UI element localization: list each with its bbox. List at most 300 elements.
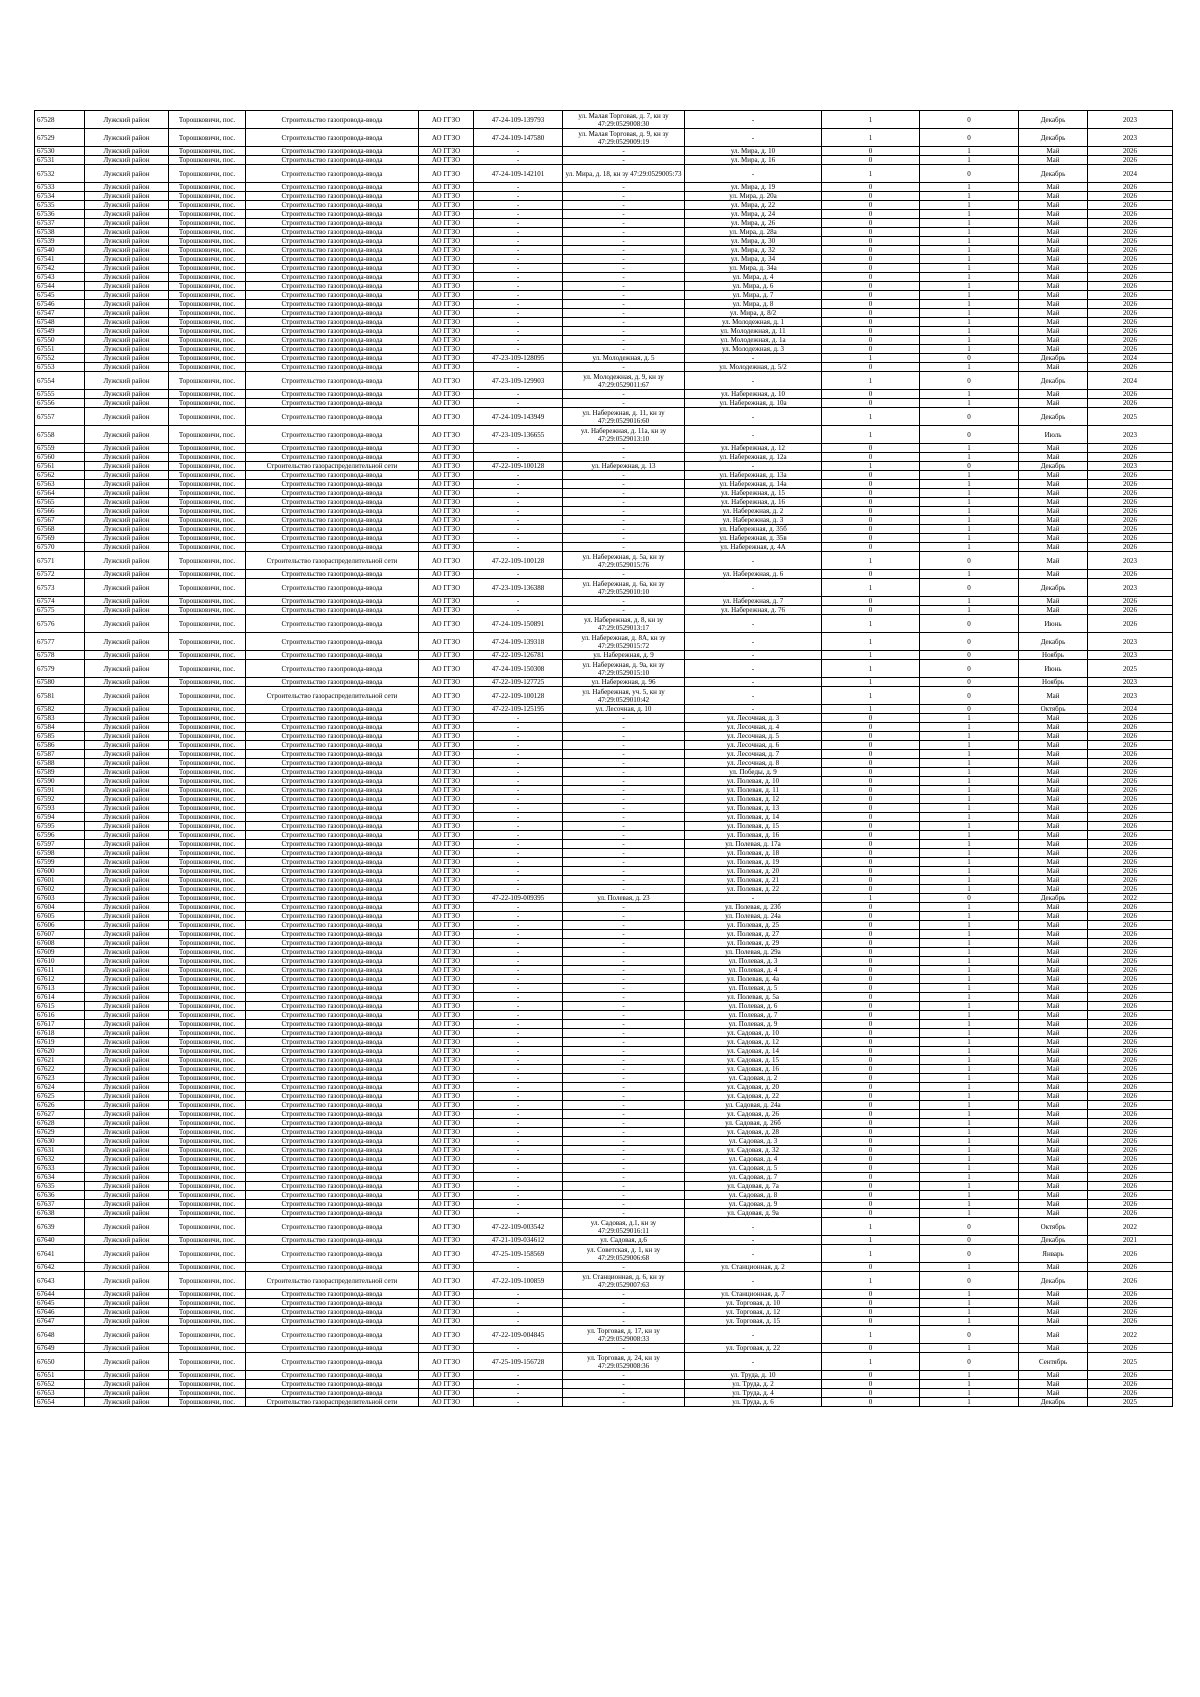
cell-organization: АО ГГЗО bbox=[419, 147, 474, 156]
cell-district: Лужский район bbox=[85, 1344, 169, 1353]
cell-planned-address: ул. Мира, д. 34 bbox=[685, 255, 822, 264]
cell-count-b: 1 bbox=[920, 1200, 1019, 1209]
cell-count-b: 0 bbox=[920, 426, 1019, 444]
cell-count-b: 1 bbox=[920, 192, 1019, 201]
cell-settlement: Торошковичи, пос. bbox=[169, 345, 246, 354]
cell-count-b: 1 bbox=[920, 1155, 1019, 1164]
cell-month: Май bbox=[1019, 1092, 1088, 1101]
cell-month: Май bbox=[1019, 948, 1088, 957]
cell-month: Май bbox=[1019, 750, 1088, 759]
cell-organization: АО ГГЗО bbox=[419, 1029, 474, 1038]
cell-contract-number: - bbox=[474, 1119, 563, 1128]
table-row bbox=[35, 678, 1173, 687]
cell-row-number: 67590 bbox=[35, 777, 85, 786]
cell-contract-number: - bbox=[474, 903, 563, 912]
cell-year: 2026 bbox=[1088, 1137, 1173, 1146]
cell-contract-number: - bbox=[474, 840, 563, 849]
cell-planned-address: ул. Мира, д. 16 bbox=[685, 156, 822, 165]
cell-contract-number: - bbox=[474, 1191, 563, 1200]
cell-organization: АО ГГЗО bbox=[419, 201, 474, 210]
cell-month: Май bbox=[1019, 1191, 1088, 1200]
cell-settlement: Торошковичи, пос. bbox=[169, 462, 246, 471]
cell-month: Май bbox=[1019, 723, 1088, 732]
cell-count-b: 1 bbox=[920, 1083, 1019, 1092]
cell-object-address: - bbox=[563, 768, 685, 777]
cell-row-number: 67639 bbox=[35, 1218, 85, 1236]
cell-district: Лужский район bbox=[85, 1011, 169, 1020]
cell-contract-number: - bbox=[474, 219, 563, 228]
cell-district: Лужский район bbox=[85, 156, 169, 165]
cell-year: 2023 bbox=[1088, 579, 1173, 597]
cell-object-address: - bbox=[563, 1155, 685, 1164]
cell-planned-address: ул. Торговая, д. 15 bbox=[685, 1317, 822, 1326]
cell-row-number: 67613 bbox=[35, 984, 85, 993]
cell-settlement: Торошковичи, пос. bbox=[169, 183, 246, 192]
cell-object-address: - bbox=[563, 714, 685, 723]
table-row bbox=[35, 309, 1173, 318]
cell-count-a: 0 bbox=[822, 714, 920, 723]
cell-count-b: 1 bbox=[920, 750, 1019, 759]
cell-district: Лужский район bbox=[85, 1380, 169, 1389]
cell-row-number: 67610 bbox=[35, 957, 85, 966]
cell-work-type: Строительство газопровода-ввода bbox=[246, 831, 419, 840]
cell-month: Май bbox=[1019, 1173, 1088, 1182]
cell-year: 2025 bbox=[1088, 1353, 1173, 1371]
cell-year: 2026 bbox=[1088, 471, 1173, 480]
cell-settlement: Торошковичи, пос. bbox=[169, 957, 246, 966]
cell-organization: АО ГГЗО bbox=[419, 498, 474, 507]
cell-row-number: 67592 bbox=[35, 795, 85, 804]
cell-contract-number: - bbox=[474, 1398, 563, 1407]
cell-district: Лужский район bbox=[85, 723, 169, 732]
cell-organization: АО ГГЗО bbox=[419, 903, 474, 912]
cell-planned-address: ул. Садовая, д. 4 bbox=[685, 1155, 822, 1164]
cell-count-a: 0 bbox=[822, 525, 920, 534]
cell-work-type: Строительство газопровода-ввода bbox=[246, 399, 419, 408]
cell-month: Май bbox=[1019, 1110, 1088, 1119]
table-row bbox=[35, 426, 1173, 444]
cell-planned-address: - bbox=[685, 1218, 822, 1236]
cell-contract-number: - bbox=[474, 1065, 563, 1074]
cell-planned-address: ул. Труда, д. 6 bbox=[685, 1398, 822, 1407]
cell-district: Лужский район bbox=[85, 804, 169, 813]
cell-row-number: 67537 bbox=[35, 219, 85, 228]
cell-object-address: - bbox=[563, 1047, 685, 1056]
cell-month: Декабрь bbox=[1019, 372, 1088, 390]
cell-row-number: 67583 bbox=[35, 714, 85, 723]
cell-settlement: Торошковичи, пос. bbox=[169, 1164, 246, 1173]
cell-month: Май bbox=[1019, 282, 1088, 291]
cell-work-type: Строительство газопровода-ввода bbox=[246, 1056, 419, 1065]
cell-settlement: Торошковичи, пос. bbox=[169, 966, 246, 975]
cell-row-number: 67635 bbox=[35, 1182, 85, 1191]
cell-settlement: Торошковичи, пос. bbox=[169, 831, 246, 840]
cell-contract-number: - bbox=[474, 975, 563, 984]
cell-work-type: Строительство газопровода-ввода bbox=[246, 1002, 419, 1011]
cell-district: Лужский район bbox=[85, 129, 169, 147]
cell-settlement: Торошковичи, пос. bbox=[169, 246, 246, 255]
cell-settlement: Торошковичи, пос. bbox=[169, 309, 246, 318]
cell-row-number: 67608 bbox=[35, 939, 85, 948]
cell-object-address: - bbox=[563, 885, 685, 894]
cell-contract-number: - bbox=[474, 1146, 563, 1155]
cell-settlement: Торошковичи, пос. bbox=[169, 984, 246, 993]
cell-contract-number: - bbox=[474, 480, 563, 489]
cell-district: Лужский район bbox=[85, 372, 169, 390]
cell-planned-address: - bbox=[685, 354, 822, 363]
cell-year: 2026 bbox=[1088, 210, 1173, 219]
cell-year: 2021 bbox=[1088, 1236, 1173, 1245]
cell-district: Лужский район bbox=[85, 1083, 169, 1092]
cell-month: Май bbox=[1019, 192, 1088, 201]
cell-work-type: Строительство газопровода-ввода bbox=[246, 786, 419, 795]
cell-contract-number: - bbox=[474, 1200, 563, 1209]
cell-row-number: 67540 bbox=[35, 246, 85, 255]
table-row bbox=[35, 1353, 1173, 1371]
cell-work-type: Строительство газопровода-ввода bbox=[246, 210, 419, 219]
table-row bbox=[35, 291, 1173, 300]
cell-count-a: 1 bbox=[822, 615, 920, 633]
cell-work-type: Строительство газопровода-ввода bbox=[246, 858, 419, 867]
cell-planned-address: ул. Мира, д. 4 bbox=[685, 273, 822, 282]
cell-work-type: Строительство газопровода-ввода bbox=[246, 1146, 419, 1155]
cell-district: Лужский район bbox=[85, 867, 169, 876]
cell-year: 2026 bbox=[1088, 444, 1173, 453]
cell-row-number: 67579 bbox=[35, 660, 85, 678]
cell-organization: АО ГГЗО bbox=[419, 1056, 474, 1065]
table-row bbox=[35, 1173, 1173, 1182]
cell-organization: АО ГГЗО bbox=[419, 678, 474, 687]
cell-count-b: 0 bbox=[920, 552, 1019, 570]
cell-work-type: Строительство газопровода-ввода bbox=[246, 543, 419, 552]
cell-row-number: 67623 bbox=[35, 1074, 85, 1083]
cell-settlement: Торошковичи, пос. bbox=[169, 912, 246, 921]
cell-object-address: - bbox=[563, 750, 685, 759]
cell-settlement: Торошковичи, пос. bbox=[169, 1272, 246, 1290]
cell-year: 2023 bbox=[1088, 678, 1173, 687]
cell-count-a: 0 bbox=[822, 210, 920, 219]
cell-count-b: 1 bbox=[920, 597, 1019, 606]
cell-work-type: Строительство газопровода-ввода bbox=[246, 309, 419, 318]
cell-month: Май bbox=[1019, 255, 1088, 264]
cell-planned-address: ул. Набережная, д. 14а bbox=[685, 480, 822, 489]
cell-year: 2026 bbox=[1088, 1155, 1173, 1164]
cell-object-address: - bbox=[563, 876, 685, 885]
table-row bbox=[35, 1083, 1173, 1092]
cell-month: Май bbox=[1019, 1182, 1088, 1191]
cell-count-a: 0 bbox=[822, 309, 920, 318]
cell-count-b: 0 bbox=[920, 165, 1019, 183]
cell-count-b: 1 bbox=[920, 777, 1019, 786]
cell-organization: АО ГГЗО bbox=[419, 975, 474, 984]
cell-year: 2026 bbox=[1088, 543, 1173, 552]
cell-contract-number: - bbox=[474, 984, 563, 993]
cell-district: Лужский район bbox=[85, 480, 169, 489]
cell-work-type: Строительство газопровода-ввода bbox=[246, 1209, 419, 1218]
cell-contract-number: - bbox=[474, 930, 563, 939]
cell-row-number: 67575 bbox=[35, 606, 85, 615]
cell-object-address: - bbox=[563, 453, 685, 462]
cell-count-b: 1 bbox=[920, 930, 1019, 939]
cell-organization: АО ГГЗО bbox=[419, 1398, 474, 1407]
table-row bbox=[35, 318, 1173, 327]
cell-year: 2023 bbox=[1088, 633, 1173, 651]
cell-district: Лужский район bbox=[85, 363, 169, 372]
cell-row-number: 67569 bbox=[35, 534, 85, 543]
cell-planned-address: ул. Полевая, д. 6 bbox=[685, 1002, 822, 1011]
cell-month: Май bbox=[1019, 1029, 1088, 1038]
cell-contract-number: - bbox=[474, 606, 563, 615]
cell-settlement: Торошковичи, пос. bbox=[169, 687, 246, 705]
cell-count-a: 0 bbox=[822, 750, 920, 759]
table-row bbox=[35, 237, 1173, 246]
table-row bbox=[35, 156, 1173, 165]
cell-organization: АО ГГЗО bbox=[419, 1011, 474, 1020]
cell-settlement: Торошковичи, пос. bbox=[169, 1398, 246, 1407]
cell-month: Май bbox=[1019, 714, 1088, 723]
cell-year: 2026 bbox=[1088, 597, 1173, 606]
cell-work-type: Строительство газопровода-ввода bbox=[246, 183, 419, 192]
cell-year: 2026 bbox=[1088, 1056, 1173, 1065]
cell-row-number: 67541 bbox=[35, 255, 85, 264]
cell-organization: АО ГГЗО bbox=[419, 705, 474, 714]
cell-count-a: 0 bbox=[822, 282, 920, 291]
table-row bbox=[35, 750, 1173, 759]
cell-count-a: 0 bbox=[822, 480, 920, 489]
cell-district: Лужский район bbox=[85, 876, 169, 885]
cell-settlement: Торошковичи, пос. bbox=[169, 786, 246, 795]
cell-object-address: - bbox=[563, 1020, 685, 1029]
cell-settlement: Торошковичи, пос. bbox=[169, 1380, 246, 1389]
cell-contract-number: - bbox=[474, 1380, 563, 1389]
cell-work-type: Строительство газопровода-ввода bbox=[246, 372, 419, 390]
cell-contract-number: - bbox=[474, 534, 563, 543]
cell-district: Лужский район bbox=[85, 246, 169, 255]
cell-planned-address: ул. Лесочная, д. 8 bbox=[685, 759, 822, 768]
cell-organization: АО ГГЗО bbox=[419, 1245, 474, 1263]
cell-planned-address: ул. Полевая, д. 24а bbox=[685, 912, 822, 921]
cell-year: 2026 bbox=[1088, 1173, 1173, 1182]
cell-organization: АО ГГЗО bbox=[419, 813, 474, 822]
cell-contract-number: - bbox=[474, 1011, 563, 1020]
cell-year: 2026 bbox=[1088, 813, 1173, 822]
cell-row-number: 67611 bbox=[35, 966, 85, 975]
cell-year: 2026 bbox=[1088, 885, 1173, 894]
table-row bbox=[35, 633, 1173, 651]
cell-count-a: 0 bbox=[822, 903, 920, 912]
cell-object-address: - bbox=[563, 975, 685, 984]
cell-year: 2026 bbox=[1088, 1020, 1173, 1029]
table-row bbox=[35, 498, 1173, 507]
cell-contract-number: - bbox=[474, 525, 563, 534]
cell-organization: АО ГГЗО bbox=[419, 471, 474, 480]
cell-district: Лужский район bbox=[85, 1146, 169, 1155]
cell-row-number: 67642 bbox=[35, 1263, 85, 1272]
cell-settlement: Торошковичи, пос. bbox=[169, 1056, 246, 1065]
table-row bbox=[35, 471, 1173, 480]
table-row bbox=[35, 1110, 1173, 1119]
cell-year: 2026 bbox=[1088, 966, 1173, 975]
cell-district: Лужский район bbox=[85, 1173, 169, 1182]
cell-contract-number: - bbox=[474, 1083, 563, 1092]
cell-month: Май bbox=[1019, 1326, 1088, 1344]
cell-district: Лужский район bbox=[85, 462, 169, 471]
cell-object-address: - bbox=[563, 1011, 685, 1020]
cell-count-b: 1 bbox=[920, 1056, 1019, 1065]
cell-planned-address: - bbox=[685, 660, 822, 678]
cell-row-number: 67560 bbox=[35, 453, 85, 462]
cell-organization: АО ГГЗО bbox=[419, 408, 474, 426]
cell-work-type: Строительство газопровода-ввода bbox=[246, 489, 419, 498]
cell-month: Май bbox=[1019, 1047, 1088, 1056]
cell-row-number: 67617 bbox=[35, 1020, 85, 1029]
cell-month: Май bbox=[1019, 876, 1088, 885]
cell-work-type: Строительство газопровода-ввода bbox=[246, 147, 419, 156]
cell-row-number: 67591 bbox=[35, 786, 85, 795]
cell-month: Декабрь bbox=[1019, 1272, 1088, 1290]
cell-contract-number: - bbox=[474, 732, 563, 741]
cell-settlement: Торошковичи, пос. bbox=[169, 471, 246, 480]
cell-settlement: Торошковичи, пос. bbox=[169, 1191, 246, 1200]
cell-contract-number: - bbox=[474, 822, 563, 831]
table-row bbox=[35, 1011, 1173, 1020]
cell-organization: АО ГГЗО bbox=[419, 750, 474, 759]
cell-settlement: Торошковичи, пос. bbox=[169, 156, 246, 165]
cell-work-type: Строительство газопровода-ввода bbox=[246, 1092, 419, 1101]
cell-object-address: - bbox=[563, 1128, 685, 1137]
cell-count-a: 0 bbox=[822, 876, 920, 885]
cell-settlement: Торошковичи, пос. bbox=[169, 498, 246, 507]
cell-planned-address: - bbox=[685, 426, 822, 444]
cell-row-number: 67632 bbox=[35, 1155, 85, 1164]
cell-month: Май bbox=[1019, 453, 1088, 462]
cell-object-address: - bbox=[563, 327, 685, 336]
cell-district: Лужский район bbox=[85, 705, 169, 714]
cell-count-a: 0 bbox=[822, 1164, 920, 1173]
cell-month: Май bbox=[1019, 471, 1088, 480]
cell-district: Лужский район bbox=[85, 1308, 169, 1317]
cell-organization: АО ГГЗО bbox=[419, 1038, 474, 1047]
table-row bbox=[35, 1182, 1173, 1191]
cell-planned-address: - bbox=[685, 372, 822, 390]
cell-work-type: Строительство газопровода-ввода bbox=[246, 750, 419, 759]
cell-planned-address: ул. Набережная, д. 4А bbox=[685, 543, 822, 552]
cell-object-address: - bbox=[563, 813, 685, 822]
cell-settlement: Торошковичи, пос. bbox=[169, 939, 246, 948]
cell-count-a: 0 bbox=[822, 768, 920, 777]
cell-count-b: 1 bbox=[920, 1029, 1019, 1038]
cell-object-address: - bbox=[563, 273, 685, 282]
table-row bbox=[35, 1164, 1173, 1173]
cell-settlement: Торошковичи, пос. bbox=[169, 192, 246, 201]
cell-row-number: 67577 bbox=[35, 633, 85, 651]
cell-count-a: 0 bbox=[822, 1263, 920, 1272]
cell-planned-address: - bbox=[685, 894, 822, 903]
cell-year: 2026 bbox=[1088, 840, 1173, 849]
cell-work-type: Строительство газопровода-ввода bbox=[246, 1164, 419, 1173]
cell-work-type: Строительство газопровода-ввода bbox=[246, 849, 419, 858]
cell-year: 2026 bbox=[1088, 777, 1173, 786]
cell-row-number: 67596 bbox=[35, 831, 85, 840]
cell-settlement: Торошковичи, пос. bbox=[169, 1200, 246, 1209]
cell-row-number: 67650 bbox=[35, 1353, 85, 1371]
cell-count-a: 1 bbox=[822, 354, 920, 363]
cell-work-type: Строительство газопровода-ввода bbox=[246, 993, 419, 1002]
cell-planned-address: ул. Полевая, д. 3 bbox=[685, 957, 822, 966]
cell-object-address: - bbox=[563, 606, 685, 615]
cell-row-number: 67631 bbox=[35, 1146, 85, 1155]
cell-work-type: Строительство газопровода-ввода bbox=[246, 1389, 419, 1398]
cell-row-number: 67538 bbox=[35, 228, 85, 237]
cell-count-a: 0 bbox=[822, 993, 920, 1002]
cell-object-address: - bbox=[563, 867, 685, 876]
cell-organization: АО ГГЗО bbox=[419, 921, 474, 930]
cell-object-address: - bbox=[563, 183, 685, 192]
cell-object-address: - bbox=[563, 1002, 685, 1011]
cell-work-type: Строительство газопровода-ввода bbox=[246, 1110, 419, 1119]
cell-work-type: Строительство газопровода-ввода bbox=[246, 813, 419, 822]
table-row bbox=[35, 372, 1173, 390]
cell-planned-address: ул. Садовая, д. 24а bbox=[685, 1101, 822, 1110]
cell-district: Лужский район bbox=[85, 1290, 169, 1299]
cell-row-number: 67529 bbox=[35, 129, 85, 147]
cell-organization: АО ГГЗО bbox=[419, 309, 474, 318]
cell-month: Ноябрь bbox=[1019, 678, 1088, 687]
cell-object-address: ул. Торговая, д. 24, кн зу 47:29:0529008:36 bbox=[563, 1353, 685, 1371]
cell-object-address: - bbox=[563, 471, 685, 480]
cell-count-b: 1 bbox=[920, 867, 1019, 876]
cell-count-b: 1 bbox=[920, 1092, 1019, 1101]
cell-contract-number: - bbox=[474, 948, 563, 957]
cell-row-number: 67544 bbox=[35, 282, 85, 291]
cell-organization: АО ГГЗО bbox=[419, 1191, 474, 1200]
cell-count-a: 1 bbox=[822, 678, 920, 687]
cell-organization: АО ГГЗО bbox=[419, 894, 474, 903]
cell-planned-address: ул. Лесочная, д. 3 bbox=[685, 714, 822, 723]
cell-count-b: 1 bbox=[920, 525, 1019, 534]
cell-district: Лужский район bbox=[85, 1128, 169, 1137]
cell-organization: АО ГГЗО bbox=[419, 1047, 474, 1056]
cell-district: Лужский район bbox=[85, 921, 169, 930]
cell-month: Май bbox=[1019, 1083, 1088, 1092]
cell-district: Лужский район bbox=[85, 489, 169, 498]
cell-count-b: 0 bbox=[920, 615, 1019, 633]
cell-count-a: 0 bbox=[822, 930, 920, 939]
cell-object-address: - bbox=[563, 1299, 685, 1308]
cell-district: Лужский район bbox=[85, 678, 169, 687]
cell-settlement: Торошковичи, пос. bbox=[169, 327, 246, 336]
cell-object-address: ул. Станционная, д. 6, кн зу 47:29:0529007:63 bbox=[563, 1272, 685, 1290]
cell-planned-address: ул. Садовая, д. 15 bbox=[685, 1056, 822, 1065]
cell-district: Лужский район bbox=[85, 1389, 169, 1398]
cell-work-type: Строительство газопровода-ввода bbox=[246, 165, 419, 183]
cell-month: Май bbox=[1019, 930, 1088, 939]
cell-organization: АО ГГЗО bbox=[419, 1299, 474, 1308]
cell-count-b: 1 bbox=[920, 300, 1019, 309]
cell-month: Май bbox=[1019, 858, 1088, 867]
cell-settlement: Торошковичи, пос. bbox=[169, 516, 246, 525]
cell-contract-number: 47-22-109-127725 bbox=[474, 678, 563, 687]
cell-district: Лужский район bbox=[85, 1119, 169, 1128]
cell-settlement: Торошковичи, пос. bbox=[169, 822, 246, 831]
cell-year: 2025 bbox=[1088, 1398, 1173, 1407]
cell-planned-address: ул. Набережная, д. 10а bbox=[685, 399, 822, 408]
cell-count-a: 0 bbox=[822, 1011, 920, 1020]
cell-count-a: 0 bbox=[822, 570, 920, 579]
cell-row-number: 67589 bbox=[35, 768, 85, 777]
cell-contract-number: 47-22-109-125195 bbox=[474, 705, 563, 714]
cell-count-b: 0 bbox=[920, 705, 1019, 714]
